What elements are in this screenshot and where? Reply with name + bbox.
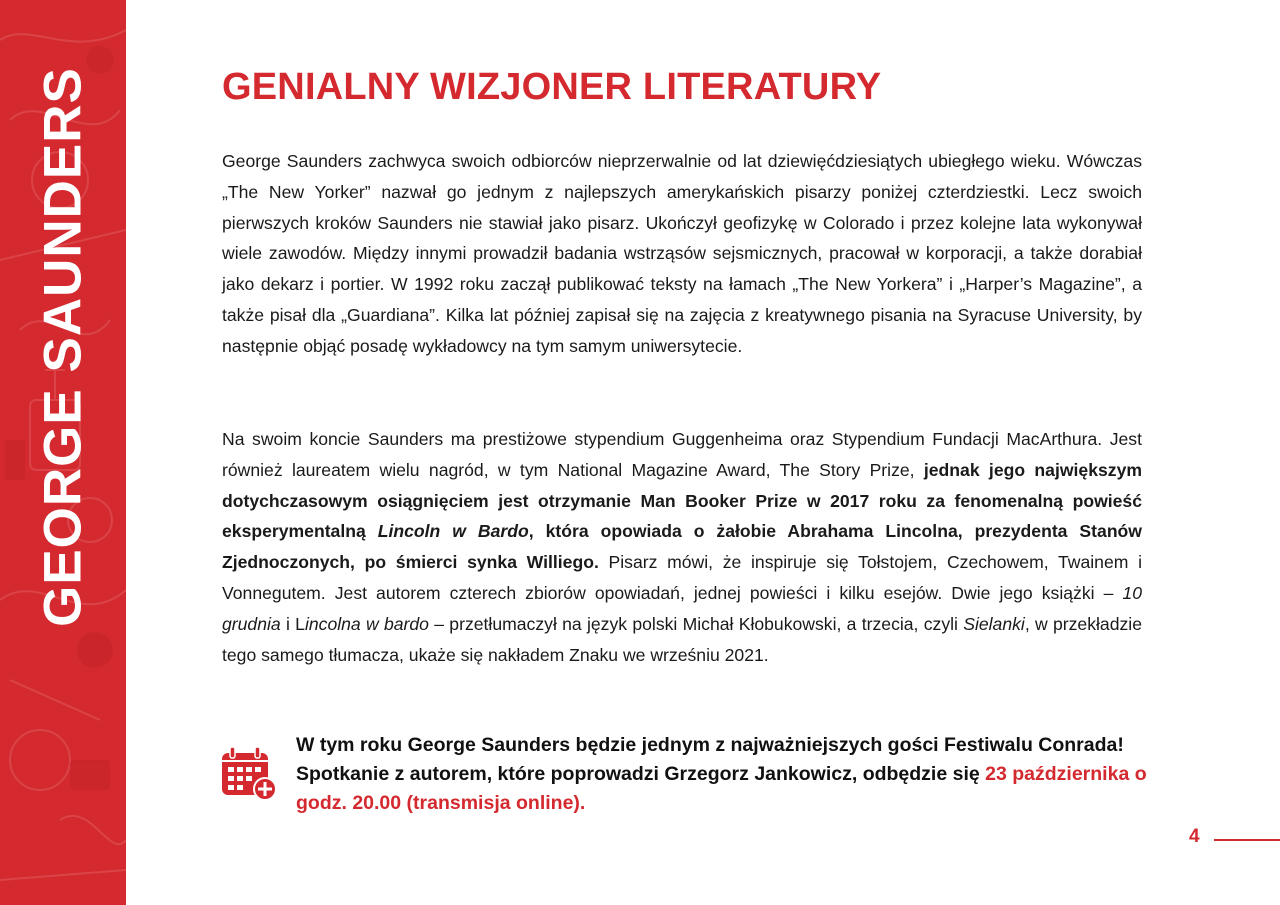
book-title: 10 grudnia bbox=[222, 582, 1142, 634]
paragraph-text: Pisarz mówi, że inspiruje się Tołstojem, Czechowem, Twainem i Vonnegutem. Jest autorem czterech zbiorów opowiadań, jednej powieści i kilku esejów. Dwie jego książki – bbox=[222, 552, 1142, 603]
page-number: 4 bbox=[1189, 826, 1200, 847]
calendar-add-icon bbox=[221, 745, 277, 801]
page-number-rule bbox=[1214, 839, 1280, 841]
biography-paragraph-1: George Saunders zachwyca swoich odbiorców nieprzerwalnie od lat dziewięćdziesiątych ubiegłego wieku. Wówczas „The New Yorker” nazwał go jednym z najlepszych amerykańskich pisarzy poniżej czterdziestki. Lecz swoich pierwszych kroków Saunders nie stawiał jako pisarz. Ukończył geofizykę w Colorado i przez kolejne lata wykonywał wiele zawodów. Między innymi prowadził badania wstrząsów sejsmicznych, pracował w korporacji, a także dorabiał jako dekarz i portier. W 1992 roku zaczął publikować teksty na łamach „The New Yorkera” i „Harper’s Magazine”, a także pisał dla „Guardiana”. Kilka lat później zapisał się na zajęcia z kreatywnego pisania na Syracuse University, by następnie objąć posadę wykładowcy na tym samym uniwersytecie. bbox=[222, 151, 1142, 356]
book-title: incolna w bardo bbox=[304, 613, 429, 634]
paragraph-text: – przetłumaczył na język polski Michał Kłobukowski, a trzecia, czyli bbox=[428, 613, 964, 634]
sidebar-vertical-title: GEORGE SAUNDERS bbox=[33, 67, 93, 627]
paragraph-bold-text: , która opowiada o żałobie Abrahama Lincolna, prezydenta Stanów Zjednoczonych, po śmierci synka Williego. bbox=[222, 521, 1142, 573]
book-title: Sielanki bbox=[963, 613, 1025, 634]
page-title: GENIALNY WIZJONER LITERATURY bbox=[222, 66, 882, 108]
biography-paragraph-2 bbox=[222, 424, 1142, 670]
paragraph-text: , w przekładzie tego samego tłumacza, ukaże się nakładem Znaku we wrześniu 2021. bbox=[222, 613, 1142, 665]
announcement-text: W tym roku George Saunders będzie jednym z najważniejszych gości Festiwalu Conrada! Spotkanie z autorem, które poprowadzi Grzegorz Jankowicz, odbędzie się bbox=[296, 734, 1124, 785]
paragraph-bold-text: jednak jego największym dotychczasowym osiągnięciem jest otrzymanie Man Booker Prize w 2017 roku za fenomenalną powieść eksperymentalną bbox=[222, 459, 1142, 542]
paragraph-text: i L bbox=[280, 613, 305, 634]
event-date-highlight: 23 października o godz. 20.00 (transmisja online). bbox=[296, 763, 1147, 814]
event-announcement bbox=[296, 731, 1156, 818]
book-title: Lincoln w Bardo bbox=[377, 521, 529, 542]
sidebar-band bbox=[0, 0, 126, 905]
paragraph-text: Na swoim koncie Saunders ma prestiżowe stypendium Guggenheima oraz Stypendium Fundacji MacArthura. Jest również laureatem wielu nagród, w tym National Magazine Award, The Story Prize, bbox=[222, 429, 1142, 480]
